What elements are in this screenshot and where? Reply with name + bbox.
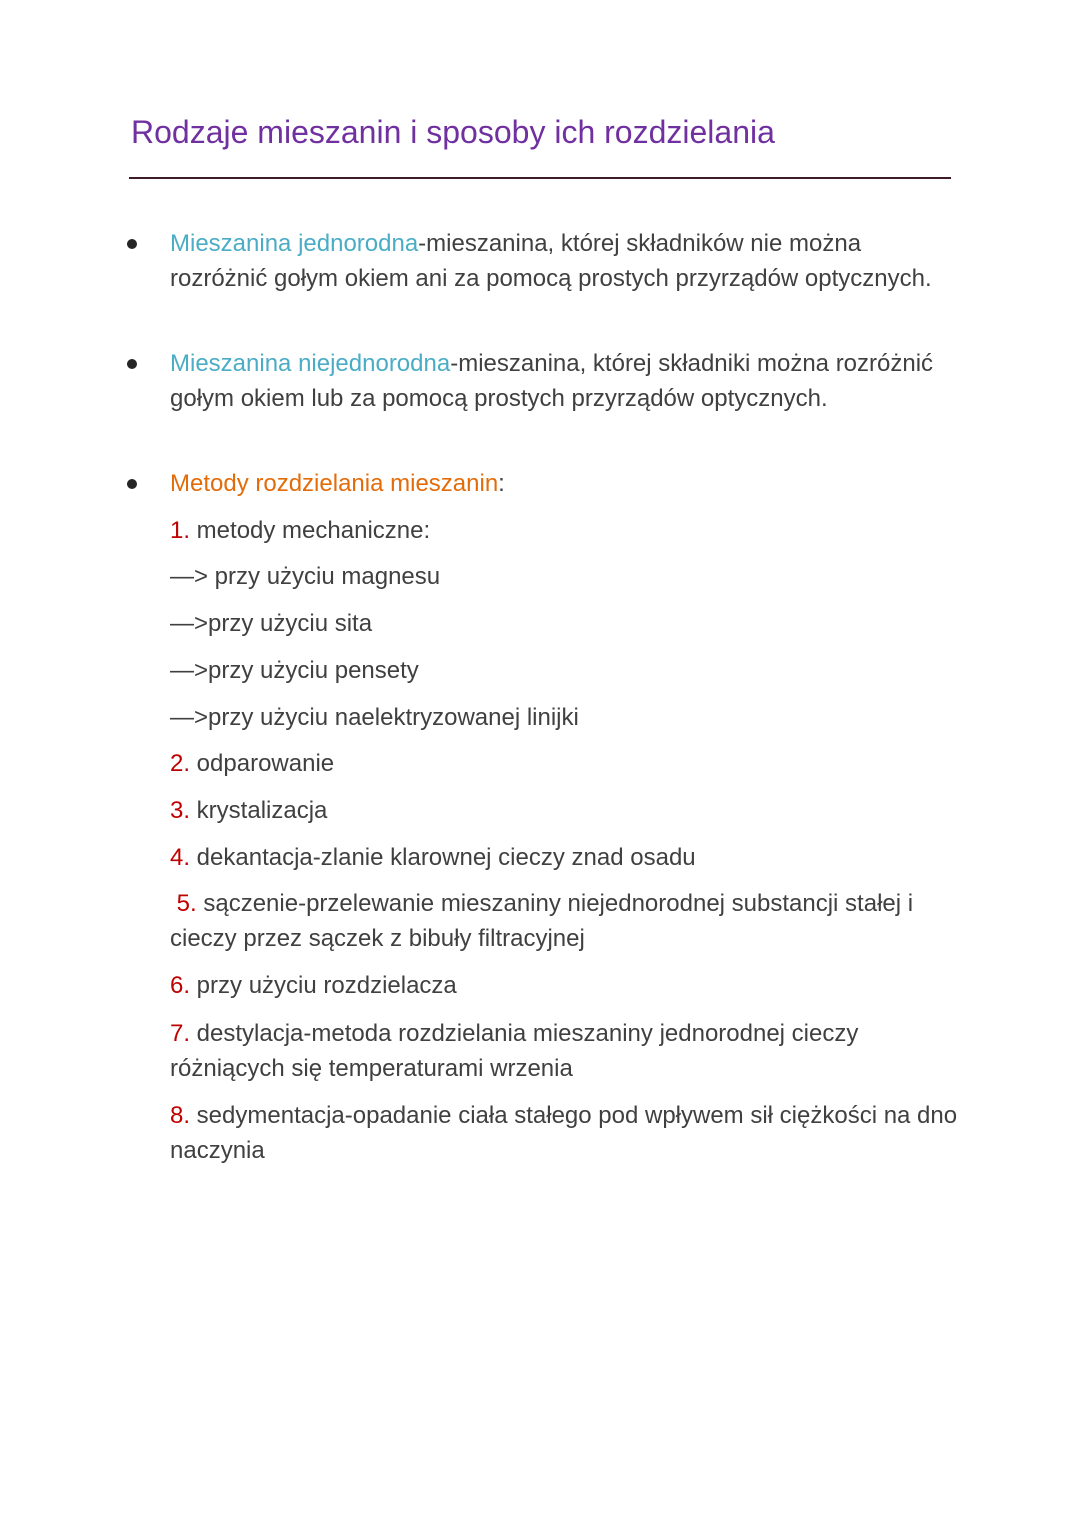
definition-homogeneous: -mieszanina, której składników nie można rozróżnić gołym okiem ani za pomocą prostych przyrządów optycznych. <box>170 230 932 292</box>
method-item-3 <box>170 793 960 828</box>
method-number: 1. <box>170 517 191 544</box>
method-text: przy użyciu rozdzielacza <box>190 972 457 999</box>
title-divider <box>129 177 951 179</box>
method-item-7 <box>170 1016 900 1086</box>
term-heterogeneous: Mieszanina niejednorodna <box>170 350 451 377</box>
page-title: Rodzaje mieszanin i sposoby ich rozdzielania <box>131 114 775 150</box>
method-text: odparowanie <box>190 750 335 777</box>
method-item-6 <box>170 968 960 1003</box>
method-text: dekantacja-zlanie klarownej cieczy znad osadu <box>190 844 696 871</box>
mechanical-sub-item: —>przy użyciu pensety <box>170 657 419 684</box>
bullet-icon <box>127 239 137 249</box>
method-item-1 <box>170 513 960 548</box>
method-number: 7. <box>170 1020 191 1047</box>
method-number: 3. <box>170 797 191 824</box>
term-homogeneous: Mieszanina jednorodna <box>170 230 419 257</box>
method-text: krystalizacja <box>190 797 328 824</box>
bullet-icon <box>127 479 137 489</box>
mechanical-sub-item: —>przy użyciu sita <box>170 610 373 637</box>
method-number: 8. <box>170 1102 191 1129</box>
method-text: metody mechaniczne: <box>190 517 431 544</box>
method-number: 4. <box>170 844 191 871</box>
method-item-2 <box>170 746 960 781</box>
method-number: 5. <box>176 890 197 917</box>
term-separation-methods: Metody rozdzielania mieszanin <box>170 470 499 497</box>
method-number: 2. <box>170 750 191 777</box>
term-suffix: : <box>498 470 505 497</box>
method-text: destylacja-metoda rozdzielania mieszaniny jednorodnej cieczy różniących się temperaturami wrzenia <box>170 1020 859 1082</box>
mechanical-sub-item: —> przy użyciu magnesu <box>170 563 441 590</box>
method-number: 6. <box>170 972 191 999</box>
bullet-heterogeneous-mixture <box>170 346 960 416</box>
bullet-separation-methods <box>170 466 960 501</box>
bullet-icon <box>127 359 137 369</box>
method-text: sączenie-przelewanie mieszaniny niejednorodnej substancji stałej i cieczy przez sączek z bibuły filtracyjnej <box>170 890 914 952</box>
mechanical-sub-item: —>przy użyciu naelektryzowanej linijki <box>170 704 579 731</box>
bullet-homogeneous-mixture <box>170 226 960 296</box>
method-item-4 <box>170 840 960 875</box>
definition-heterogeneous: -mieszanina, której składniki można rozróżnić gołym okiem lub za pomocą prostych przyrządów optycznych. <box>170 350 934 412</box>
method-item-5 <box>170 886 950 956</box>
method-item-8 <box>170 1098 960 1168</box>
method-text: sedymentacja-opadanie ciała stałego pod wpływem sił ciężkości na dno naczynia <box>170 1102 958 1164</box>
